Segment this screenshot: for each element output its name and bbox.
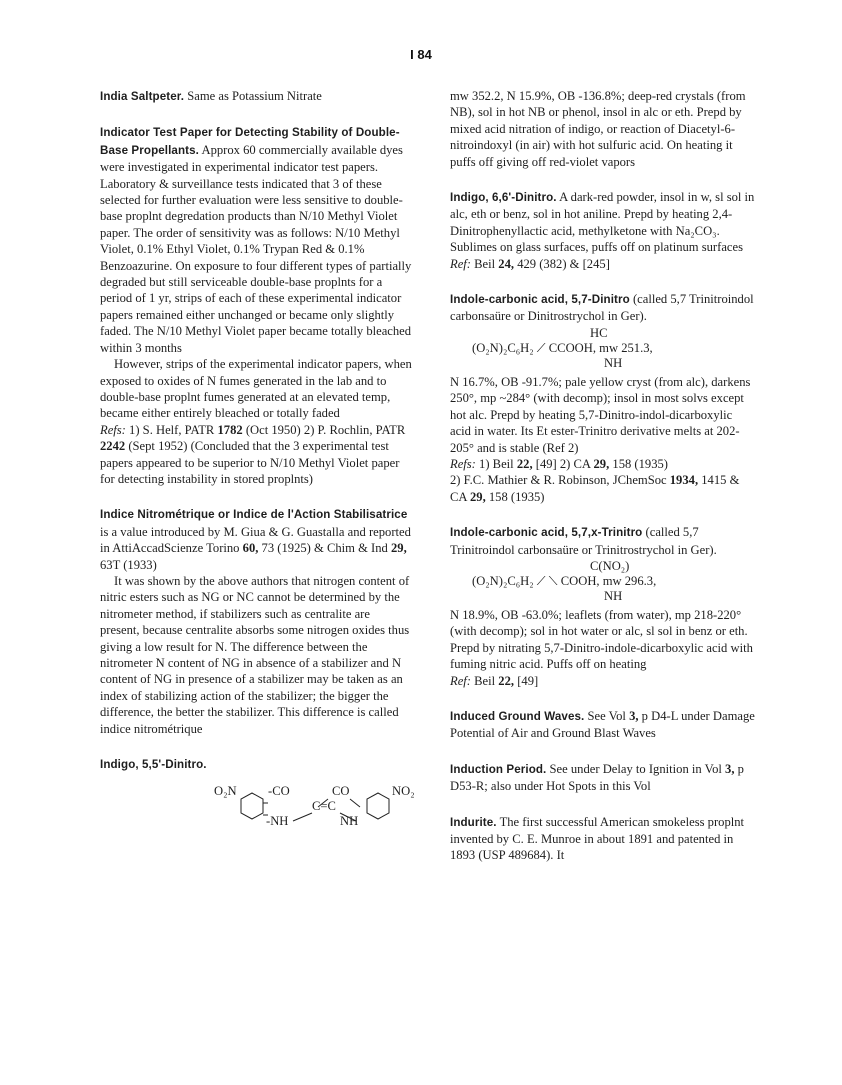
entry-text: (called 5,7 Trinitroindol carbonsaüre or Trinitrostrychol in Ger). bbox=[450, 525, 717, 557]
entry-text: However, strips of the experimental indicator papers, when exposed to oxides of N fumes generated in the lab and to double-base proplnt fumes generated at an elevated temp, became either entirely bleached or totally faded bbox=[100, 357, 412, 421]
ref-volume: 29, bbox=[593, 456, 610, 471]
ref-text: 1) Beil bbox=[479, 456, 514, 471]
entry-text: mw 352.2, N 15.9%, OB -136.8%; deep-red crystals (from NB), sol in hot NB or phenol, insol in alc or eth. Prepd by mixed acid nitration of indigo, or reaction of Diacetyl-6-nitroindoxyl (in air) with hot sulfuric acid. On heating it puffs off giving off red-violet vapors bbox=[450, 89, 746, 169]
entry-heading: Indigo, 5,5'-Dinitro. bbox=[100, 758, 207, 772]
entry-text: is a value introduced by M. Giua & G. Guastalla and reported in AttiAccadScienze Torino bbox=[100, 524, 411, 556]
ref-text: Beil bbox=[474, 673, 496, 688]
formula-group: COOH, mw 296.3, bbox=[560, 573, 657, 588]
ref-number: 2) bbox=[303, 422, 315, 437]
entry-indigo-55-dinitro bbox=[100, 756, 415, 841]
ref-text: [49] bbox=[517, 673, 539, 688]
entry-text: p D53-R; also under Hot Spots in this Vol bbox=[450, 761, 744, 794]
entry-indice-nitrometrique bbox=[100, 506, 412, 737]
entry-text: p D4-L under Damage Potential of Air and Ground Blast Waves bbox=[450, 708, 755, 741]
formula-main: (O₂N)₂C₆H₂ bbox=[472, 340, 534, 355]
entry-indicator-test-paper bbox=[100, 124, 412, 487]
entry-heading: Indole-carbonic acid, 5,7,x-Trinitro bbox=[450, 526, 643, 540]
structure-label-cc: C=C bbox=[312, 799, 336, 814]
entry-heading: Indigo, 6,6'-Dinitro. bbox=[450, 191, 557, 205]
structural-formula bbox=[472, 326, 755, 371]
ref-text: 429 (382) & [245] bbox=[517, 256, 610, 271]
formula-top-group: HC bbox=[590, 325, 608, 340]
formula-bottom-group: NH bbox=[604, 588, 623, 603]
bond-line bbox=[350, 799, 360, 807]
indigo-structure-diagram bbox=[100, 775, 415, 841]
entry-indigo-66-dinitro bbox=[450, 189, 755, 272]
entry-induction-period bbox=[450, 761, 755, 795]
entry-indigo-55-continued bbox=[450, 88, 755, 170]
entry-text: See Vol bbox=[587, 708, 626, 723]
entry-text: N 18.9%, OB -63.0%; leaflets (from water), mp 218-220° (with decomp); sol in hot water or alc, sl sol in benz or eth. Prepd by nitrating 5,7-Dinitro-indole-dicarboxylic acid with fuming nitric acid. Puffs off on heating bbox=[450, 607, 753, 672]
formula-group: CCOOH, mw 251.3, bbox=[548, 340, 653, 355]
formula-text: Na₂CO₃ bbox=[675, 223, 717, 238]
formula-bottom-group: NH bbox=[604, 355, 623, 370]
refs-label: Refs: bbox=[100, 422, 126, 437]
ref-text: 1) S. Helf, PATR bbox=[129, 422, 215, 437]
ref-volume: 1934, bbox=[669, 473, 699, 488]
right-column bbox=[450, 88, 755, 883]
entry-text: It was shown by the above authors that nitrogen content of nitric esters such as NG or NC cannot be determined by the nitrometer method, if stabilizers such as centralite are present, because centralite absorbs some nitrogen oxides thus giving a low result for N. The difference between the nitrometer N content of NG in absence of a stabilizer and N content of NG in presence of a stabilizer may be taken as an index of stabilizing action of the stabilizer; the bigger the difference, the better the stabilizer. This difference is called indice nitrométrique bbox=[100, 573, 410, 736]
entry-text: Same as Potassium Nitrate bbox=[187, 89, 322, 103]
bond-line bbox=[293, 813, 312, 821]
ref-volume: 2242 bbox=[100, 439, 126, 454]
ref-text: 158 (1935) bbox=[488, 489, 545, 504]
entry-indole-carbonic-57x-trinitro bbox=[450, 524, 755, 689]
structural-formula bbox=[472, 559, 755, 604]
structure-label-o2n: O₂N bbox=[214, 784, 237, 799]
entry-text: A dark-red powder, insol in w, sl sol in alc, eth or benz, sol in hot aniline. Prepd by heating 2,4-Dinitrophenyllactic acid, methylketone with bbox=[450, 190, 755, 238]
structure-label-no2: NO₂ bbox=[392, 784, 415, 799]
ref-text: P. Rochlin, PATR bbox=[317, 422, 406, 437]
refs-label: Refs: bbox=[450, 456, 476, 471]
entry-heading: Indole-carbonic acid, 5,7-Dinitro bbox=[450, 293, 630, 307]
formula-main: (O₂N)₂C₆H₂ bbox=[472, 573, 534, 588]
structure-label-co: CO bbox=[332, 784, 350, 799]
entry-heading: Induced Ground Waves. bbox=[450, 709, 585, 723]
ref-volume: 3, bbox=[629, 708, 639, 723]
entry-induced-ground-waves bbox=[450, 708, 755, 742]
ref-text: [49] 2) CA bbox=[535, 456, 591, 471]
entry-heading: Induction Period. bbox=[450, 762, 547, 776]
ref-text: 1415 & CA bbox=[450, 473, 740, 504]
entry-text: 73 (1925) & Chim & Ind bbox=[261, 541, 388, 556]
entry-indole-carbonic-57-dinitro bbox=[450, 291, 755, 505]
structure-label-co: -CO bbox=[268, 784, 290, 799]
entry-heading: Indice Nitrométrique or Indice de l'Action Stabilisatrice bbox=[100, 508, 408, 522]
ref-volume: 29, bbox=[469, 489, 486, 504]
structure-label-nh: -NH bbox=[266, 814, 289, 829]
benzene-ring-right bbox=[367, 793, 389, 819]
ref-label: Ref: bbox=[450, 673, 471, 688]
ref-text: 2) F.C. Mathier & R. Robinson, JChemSoc bbox=[450, 473, 667, 488]
entry-text: The first successful American smokeless proplnt invented by C. E. Munroe in about 1891 and patented in 1893 (USP 489684). It bbox=[450, 814, 745, 863]
ref-text: (Oct 1950) bbox=[245, 422, 301, 437]
ref-volume: 3, bbox=[725, 761, 735, 776]
left-column bbox=[100, 88, 415, 860]
formula-bond: ⟋ bbox=[536, 340, 546, 355]
entry-text: Approx 60 commercially available dyes were investigated in experimental indicator test papers. Laboratory & surveillance tests indicated that 3 of these selected for further evaluation were less sensitive to double-base proplnt degredation products than N/10 Methyl Violet paper. The order of sensitivity was as follows: N/10 Methyl Violet, 0.1% Ethyl Violet, 0.1% Trypan Red & 0.1% Benzoazurine. On exposure to four different types of partially degraded but still serviceable double-base proplnts for a period of 1 yr, strips of each of these experimental indicator papers remained either unchanged or became only slightly faded. The N/10 Methyl Violet paper became totally bleached within 3 months bbox=[100, 142, 412, 355]
ref-volume: 1782 bbox=[217, 422, 243, 437]
entry-heading: Indurite. bbox=[450, 815, 497, 829]
entry-india-saltpeter bbox=[100, 88, 412, 105]
entry-text: (called 5,7 Trinitroindol carbonsaüre or Dinitrostrychol in Ger). bbox=[450, 292, 754, 324]
ref-label: Ref: bbox=[450, 256, 471, 271]
entry-indurite bbox=[450, 814, 755, 864]
ref-text: 158 (1935) bbox=[612, 456, 669, 471]
formula-top-group: C(NO₂) bbox=[590, 558, 630, 573]
ref-text: Beil bbox=[474, 256, 496, 271]
entry-heading: Indicator Test Paper for Detecting Stability of Double-Base Propellants. bbox=[100, 126, 400, 157]
ref-text: (Sept 1952) (Concluded that the 3 experimental test papers appeared to be superior to N/10 Methyl Violet paper for detecting instability in stored proplnts) bbox=[100, 439, 400, 486]
entry-heading: India Saltpeter. bbox=[100, 90, 185, 103]
ref-volume: 22, bbox=[516, 456, 533, 471]
ref-volume: 29, bbox=[391, 541, 407, 556]
entry-text: N 16.7%, OB -91.7%; pale yellow cryst (from alc), darkens 250°, mp ~284° (with decomp); insol in most solvs except hot alc. Prepd by heating 5,7-Dinitro-indol-dicarboxylic acid in water. Its Et ester-Trinitro derivative melts at 202-205° and is stable (Ref 2) bbox=[450, 374, 751, 455]
structure-label-nh: NH bbox=[340, 814, 359, 829]
entry-text: . Sublimes on glass surfaces, puffs off on platinum surfaces bbox=[450, 223, 743, 255]
benzene-ring-left bbox=[241, 793, 263, 819]
entry-text: 63T (1933) bbox=[100, 557, 157, 572]
ref-volume: 60, bbox=[242, 541, 259, 556]
entry-text: See under Delay to Ignition in Vol bbox=[549, 761, 722, 776]
ref-volume: 24, bbox=[498, 256, 515, 271]
formula-bond: ⟋ ⟍ bbox=[536, 573, 558, 588]
ref-volume: 22, bbox=[498, 673, 515, 688]
page-number: I 84 bbox=[410, 47, 432, 62]
